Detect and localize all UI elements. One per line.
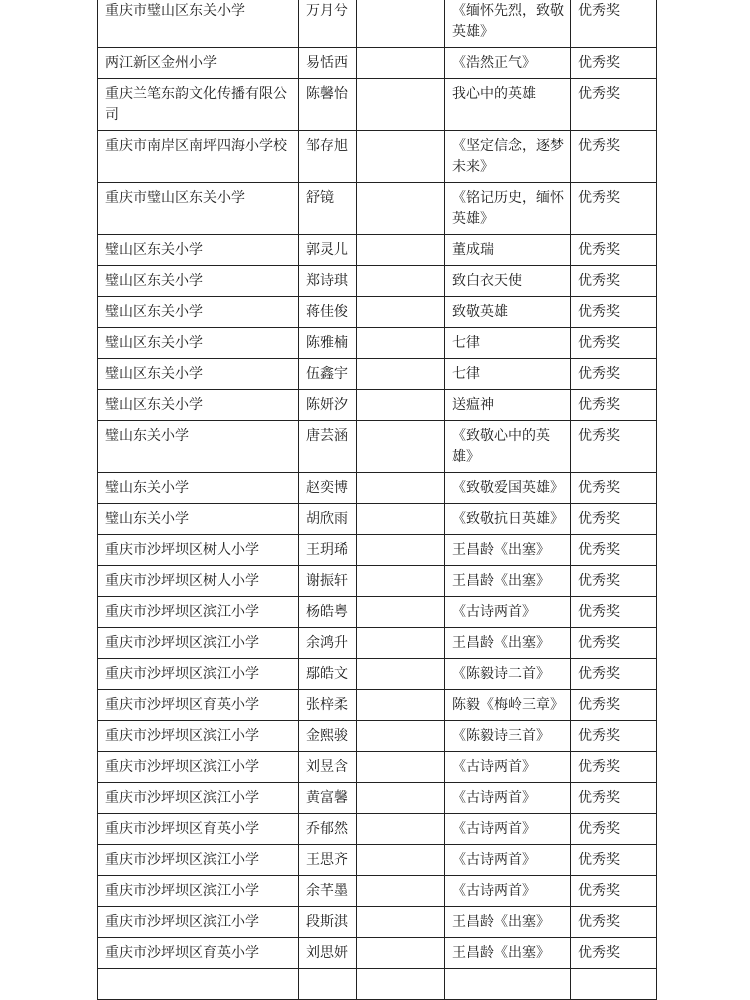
school-cell: 璧山区东关小学 [98,390,299,421]
work-cell: 《古诗两首》 [445,814,571,845]
work-cell: 《致敬抗日英雄》 [445,504,571,535]
table-row [98,266,657,297]
school-cell: 两江新区金州小学 [98,48,299,79]
blank-cell [357,814,445,845]
table-row [98,359,657,390]
table-row [98,690,657,721]
school-cell: 重庆市沙坪坝区滨江小学 [98,721,299,752]
award-cell: 优秀奖 [571,659,657,690]
school-cell: 璧山区东关小学 [98,328,299,359]
award-cell: 优秀奖 [571,48,657,79]
table-row [98,328,657,359]
awards-table [97,0,657,1000]
name-cell: 余芊墨 [299,876,357,907]
blank-cell [357,845,445,876]
award-cell: 优秀奖 [571,845,657,876]
work-cell: 《浩然正气》 [445,48,571,79]
school-cell: 璧山区东关小学 [98,359,299,390]
school-cell: 璧山区东关小学 [98,297,299,328]
school-cell: 璧山东关小学 [98,473,299,504]
work-cell: 《陈毅诗三首》 [445,721,571,752]
name-cell: 蒋佳俊 [299,297,357,328]
work-cell: 《陈毅诗二首》 [445,659,571,690]
table-row [98,628,657,659]
school-cell: 重庆市沙坪坝区滨江小学 [98,907,299,938]
award-cell: 优秀奖 [571,297,657,328]
table-row [98,566,657,597]
name-cell: 谢振轩 [299,566,357,597]
blank-cell [357,328,445,359]
blank-cell [357,628,445,659]
award-cell: 优秀奖 [571,597,657,628]
work-cell: 董成瑞 [445,235,571,266]
school-cell: 重庆市璧山区东关小学 [98,0,299,48]
work-cell: 王昌龄《出塞》 [445,628,571,659]
name-cell: 舒镜 [299,183,357,235]
blank-cell [357,297,445,328]
blank-cell [357,907,445,938]
award-cell: 优秀奖 [571,131,657,183]
awards-table-body [98,0,657,1000]
blank-cell [357,79,445,131]
name-cell: 鄢皓文 [299,659,357,690]
empty-cell [299,969,357,1000]
school-cell: 重庆市沙坪坝区育英小学 [98,938,299,969]
work-cell: 王昌龄《出塞》 [445,938,571,969]
work-cell: 王昌龄《出塞》 [445,535,571,566]
empty-cell [571,969,657,1000]
table-row [98,473,657,504]
award-cell: 优秀奖 [571,473,657,504]
table-row [98,907,657,938]
work-cell: 我心中的英雄 [445,79,571,131]
school-cell: 重庆市沙坪坝区滨江小学 [98,597,299,628]
name-cell: 段斯淇 [299,907,357,938]
blank-cell [357,421,445,473]
blank-cell [357,659,445,690]
award-cell: 优秀奖 [571,0,657,48]
table-row [98,504,657,535]
school-cell: 璧山东关小学 [98,421,299,473]
work-cell: 《铭记历史，缅怀英雄》 [445,183,571,235]
name-cell: 郭灵儿 [299,235,357,266]
table-row [98,48,657,79]
table-row [98,297,657,328]
work-cell: 《古诗两首》 [445,597,571,628]
name-cell: 陈雅楠 [299,328,357,359]
blank-cell [357,359,445,390]
work-cell: 《古诗两首》 [445,783,571,814]
award-cell: 优秀奖 [571,876,657,907]
name-cell: 刘昱含 [299,752,357,783]
award-cell: 优秀奖 [571,938,657,969]
award-cell: 优秀奖 [571,421,657,473]
work-cell: 陈毅《梅岭三章》 [445,690,571,721]
table-row [98,814,657,845]
name-cell: 杨皓粤 [299,597,357,628]
school-cell: 重庆市沙坪坝区育英小学 [98,690,299,721]
award-cell: 优秀奖 [571,266,657,297]
blank-cell [357,597,445,628]
table-row [98,235,657,266]
blank-cell [357,721,445,752]
school-cell: 重庆市璧山区东关小学 [98,183,299,235]
school-cell: 重庆兰笔东韵文化传播有限公司 [98,79,299,131]
work-cell: 《古诗两首》 [445,876,571,907]
school-cell: 璧山区东关小学 [98,266,299,297]
table-row [98,783,657,814]
table-row [98,845,657,876]
award-cell: 优秀奖 [571,783,657,814]
award-cell: 优秀奖 [571,535,657,566]
blank-cell [357,473,445,504]
name-cell: 刘思妍 [299,938,357,969]
table-row [98,535,657,566]
name-cell: 王玥琋 [299,535,357,566]
table-row [98,659,657,690]
blank-cell [357,0,445,48]
school-cell: 重庆市沙坪坝区滨江小学 [98,845,299,876]
empty-cell [357,969,445,1000]
award-cell: 优秀奖 [571,79,657,131]
work-cell: 七律 [445,359,571,390]
award-cell: 优秀奖 [571,504,657,535]
award-cell: 优秀奖 [571,628,657,659]
name-cell: 郑诗琪 [299,266,357,297]
work-cell: 《致敬爱国英雄》 [445,473,571,504]
name-cell: 金熙骏 [299,721,357,752]
table-row-partial [98,969,657,1000]
name-cell: 黄富馨 [299,783,357,814]
work-cell: 《致敬心中的英雄》 [445,421,571,473]
work-cell: 致白衣天使 [445,266,571,297]
school-cell: 重庆市沙坪坝区滨江小学 [98,752,299,783]
blank-cell [357,266,445,297]
work-cell: 七律 [445,328,571,359]
award-cell: 优秀奖 [571,359,657,390]
blank-cell [357,183,445,235]
table-row [98,721,657,752]
table-row [98,79,657,131]
blank-cell [357,390,445,421]
work-cell: 《古诗两首》 [445,752,571,783]
award-cell: 优秀奖 [571,235,657,266]
blank-cell [357,690,445,721]
empty-cell [98,969,299,1000]
school-cell: 重庆市沙坪坝区滨江小学 [98,659,299,690]
school-cell: 重庆市沙坪坝区树人小学 [98,566,299,597]
blank-cell [357,131,445,183]
name-cell: 易恬西 [299,48,357,79]
award-cell: 优秀奖 [571,328,657,359]
award-cell: 优秀奖 [571,721,657,752]
award-cell: 优秀奖 [571,183,657,235]
blank-cell [357,535,445,566]
award-cell: 优秀奖 [571,566,657,597]
table-row [98,0,657,48]
name-cell: 张梓柔 [299,690,357,721]
table-row [98,876,657,907]
name-cell: 唐芸涵 [299,421,357,473]
blank-cell [357,783,445,814]
award-cell: 优秀奖 [571,752,657,783]
blank-cell [357,48,445,79]
work-cell: 王昌龄《出塞》 [445,566,571,597]
name-cell: 陈馨怡 [299,79,357,131]
table-row [98,421,657,473]
school-cell: 璧山东关小学 [98,504,299,535]
table-row [98,183,657,235]
blank-cell [357,752,445,783]
name-cell: 万月兮 [299,0,357,48]
name-cell: 邹存旭 [299,131,357,183]
blank-cell [357,876,445,907]
blank-cell [357,235,445,266]
work-cell: 《坚定信念，逐梦未来》 [445,131,571,183]
blank-cell [357,938,445,969]
work-cell: 致敬英雄 [445,297,571,328]
name-cell: 王思齐 [299,845,357,876]
name-cell: 胡欣雨 [299,504,357,535]
work-cell: 《缅怀先烈，致敬英雄》 [445,0,571,48]
table-row [98,597,657,628]
school-cell: 重庆市南岸区南坪四海小学校 [98,131,299,183]
school-cell: 重庆市沙坪坝区滨江小学 [98,783,299,814]
name-cell: 乔郁然 [299,814,357,845]
name-cell: 陈妍汐 [299,390,357,421]
name-cell: 余鸿升 [299,628,357,659]
award-cell: 优秀奖 [571,907,657,938]
school-cell: 重庆市沙坪坝区滨江小学 [98,628,299,659]
empty-cell [445,969,571,1000]
table-row [98,390,657,421]
table-row [98,938,657,969]
blank-cell [357,504,445,535]
school-cell: 璧山区东关小学 [98,235,299,266]
name-cell: 伍鑫宇 [299,359,357,390]
work-cell: 送瘟神 [445,390,571,421]
school-cell: 重庆市沙坪坝区滨江小学 [98,876,299,907]
work-cell: 王昌龄《出塞》 [445,907,571,938]
table-row [98,752,657,783]
school-cell: 重庆市沙坪坝区育英小学 [98,814,299,845]
award-cell: 优秀奖 [571,814,657,845]
name-cell: 赵奕博 [299,473,357,504]
award-cell: 优秀奖 [571,690,657,721]
award-cell: 优秀奖 [571,390,657,421]
school-cell: 重庆市沙坪坝区树人小学 [98,535,299,566]
blank-cell [357,566,445,597]
work-cell: 《古诗两首》 [445,845,571,876]
table-row [98,131,657,183]
